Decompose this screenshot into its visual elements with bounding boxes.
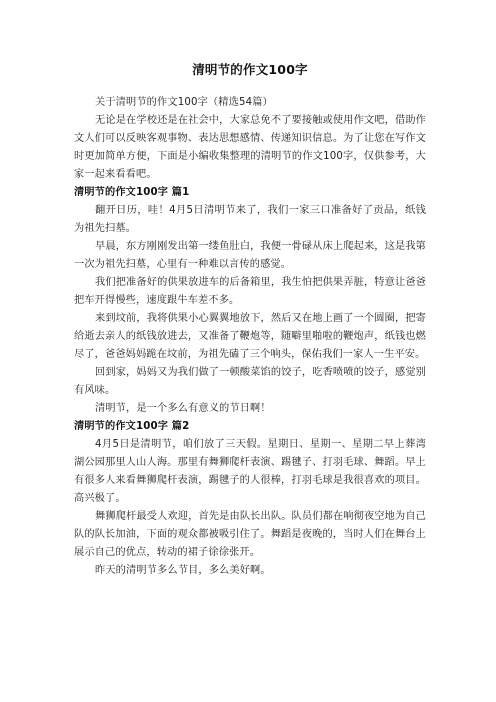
- section-1: [74, 184, 426, 418]
- section-paragraph: 清明节，是一个多么有意义的节日啊！: [95, 403, 271, 414]
- section-paragraph: 4月5日是清明节，咱们放了三天假。星期日、星期一、星期二早上葬湾湖公园那里人山人海。那里有舞狮爬杆表演、踢毽子、打羽毛球、舞蹈。早上有很多人来看舞狮爬杆表演，踢毽子的人很棒，打羽毛球是我很喜欢的项目。高兴极了。: [74, 439, 426, 504]
- document-title: 清明节的作文100字: [192, 62, 308, 77]
- section-paragraph: 我们把准备好的供果放进车的后备箱里，我生怕把供果弄脏，特意让爸爸把车开得慢些，速度跟牛车差不多。: [74, 277, 426, 306]
- intro-subtitle: 关于清明节的作文100字（精选54篇）: [95, 97, 273, 108]
- section-paragraph: 昨天的清明节多么节目，多么美好啊。: [95, 565, 271, 576]
- section-paragraph: 翻开日历，哇！4月5日清明节来了，我们一家三口准备好了贡品，纸钱为祖先扫墓。: [74, 205, 426, 234]
- section-paragraph: 早晨，东方刚刚发出第一缕鱼肚白，我便一骨碌从床上爬起来，这是我第一次为祖先扫墓，心里有一种难以言传的感觉。: [74, 241, 426, 270]
- section-2: [74, 418, 426, 580]
- section-paragraph: 回到家，妈妈又为我们做了一顿酸菜馅的饺子，吃香喷喷的饺子，感觉别有风味。: [74, 367, 426, 396]
- section-paragraph: 来到坟前，我将供果小心翼翼地放下，然后又在地上画了一个圆圈，把寄给逝去亲人的纸钱放进去，又准备了鞭炮等，随噼里啪啦的鞭炮声，纸钱也燃尽了，爸爸妈妈跪在坟前，为祖先磕了三个响头，保佑我们一家人一生平安。: [74, 313, 426, 360]
- intro-paragraph: 无论是在学校还是在社会中，大家总免不了要接触或使用作文吧，借助作文人们可以反映客观事物、表达思想感情、传递知识信息。为了让您在写作文时更加简单方便，下面是小编收集整理的清明节的作文100字，仅供参考，大家一起来看看吧。: [74, 115, 426, 180]
- section-heading: 清明节的作文100字 篇2: [74, 421, 190, 432]
- section-paragraph: 舞狮爬杆最受人欢迎，首先是由队长出队。队员们都在响彻夜空地为自己队的队长加油，下面的观众都被吸引住了。舞蹈是夜晚的，当时人们在舞台上展示自己的优点，转动的裙子徐徐张开。: [74, 511, 426, 558]
- section-heading: 清明节的作文100字 篇1: [74, 187, 190, 198]
